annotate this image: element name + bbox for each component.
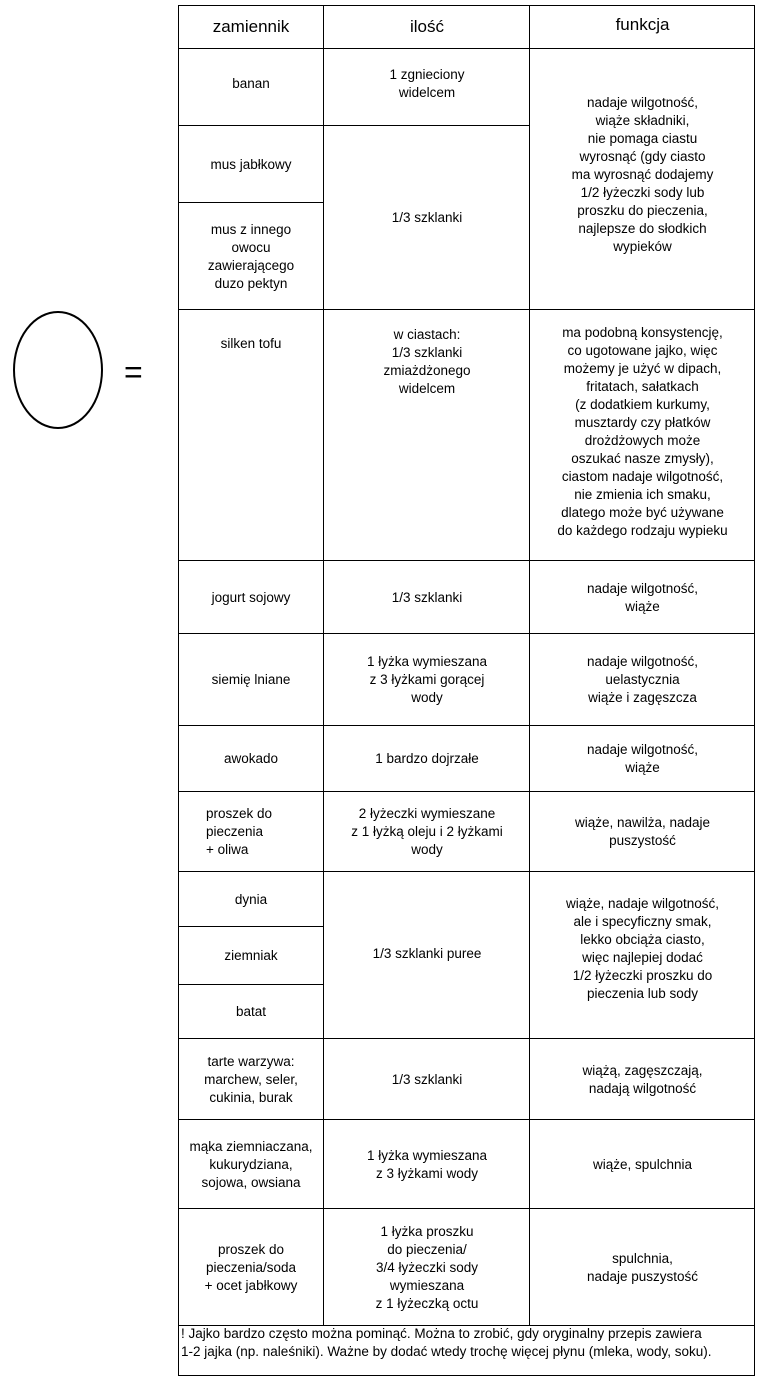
substitute-other-fruit: mus z innego owocu zawierającego duzo pektyn [207,221,295,291]
amount-baking-powder-oil: 2 łyżeczki wymieszane z 1 łyżką oleju i 2 łyżkami wody [351,806,503,857]
substitute-avocado: awokado [223,751,279,766]
function-fruit-group: nadaje wilgotność, wiąże składniki, nie pomaga ciastu wyrosnąć (gdy ciasto ma wyrosnąć dodajemy 1/2 łyżeczki sody lub proszku do pieczenia, najlepsze do słodkich wypieków [571,95,714,254]
substitute-pumpkin: dynia [234,891,268,907]
substitute-baking-powder-oil: proszek do pieczenia + oliwa [206,806,273,857]
amount-starch: 1 łyżka wymieszana z 3 łyżkami wody [366,1147,488,1181]
function-baking-powder-oil: wiąże, nawilża, nadaje puszystość [574,815,711,848]
amount-fruit-group: 1/3 szklanki [391,210,463,225]
substitute-potato: ziemniak [224,948,278,963]
function-flaxseed: nadaje wilgotność, uelastycznia wiąże i zagęszcza [586,654,699,705]
function-avocado: nadaje wilgotność, wiąże [586,742,699,775]
substitute-silken-tofu: silken tofu [220,336,282,351]
function-veg-group: wiąże, nadaje wilgotność, ale i specyficzny smak, lekko obciąża ciasto, więc najlepiej dodać 1/2 łyżeczki proszku do pieczenia lub sody [565,895,720,1001]
amount-avocado: 1 bardzo dojrzałe [375,751,479,766]
function-baking-soda-vinegar: spulchnia, nadaje puszystość [586,1250,699,1284]
substitute-applesauce: mus jabłkowy [210,156,292,172]
equals-sign: = [124,354,143,390]
egg-icon [12,308,104,432]
substitute-baking-soda-vinegar: proszek do pieczenia/soda + ocet jabłkowy [204,1241,298,1293]
amount-grated-veg: 1/3 szklanki [391,1071,463,1087]
function-starch: wiąże, spulchnia [592,1156,693,1172]
amount-baking-soda-vinegar: 1 łyżka proszku do pieczenia/ 3/4 łyżeczki sody wymieszana z 1 łyżeczką octu [375,1223,479,1311]
substitute-sweet-potato: batat [235,1004,267,1019]
substitute-soy-yogurt: jogurt sojowy [211,589,291,605]
function-grated-veg: wiążą, zagęszczają, nadają wilgotność [582,1062,703,1096]
footer-note: ! Jajko bardzo często można pominąć. Można to zrobić, gdy oryginalny przepis zawiera 1-2 jajka (np. naleśniki). Ważne by dodać wtedy trochę więcej płynu (mleka, wody, soku). [181,1326,712,1359]
function-silken-tofu: ma podobną konsystencję, co ugotowane jajko, więc możemy je użyć w dipach, fritatach, sałatkach (z dodatkiem kurkumy, musztardy czy płatków drożdżowych może oszukać nasze zmysły), ciastom nadaje wilgotność, nie zmienia ich smaku, dlatego może być używane do każdego rodzaju wypieku [557,325,728,538]
amount-veg-group: 1/3 szklanki puree [372,945,482,961]
amount-silken-tofu: w ciastach: 1/3 szklanki zmiażdżonego widelcem [383,327,471,396]
header-function: funkcja [615,15,670,34]
substitute-starch: mąka ziemniaczana, kukurydziana, sojowa, owsiana [189,1138,313,1190]
function-soy-yogurt: nadaje wilgotność, wiąże [586,580,699,614]
amount-banana: 1 zgnieciony widelcem [389,66,465,100]
substitute-grated-veg: tarte warzywa: marchew, seler, cukinia, burak [204,1053,298,1105]
substitute-flaxseed: siemię lniane [211,672,291,687]
egg-substitutes-table [178,5,755,1376]
header-substitute: zamiennik [212,17,290,36]
amount-soy-yogurt: 1/3 szklanki [391,589,463,605]
amount-flaxseed: 1 łyżka wymieszana z 3 łyżkami gorącej wody [366,654,488,705]
substitute-banana: banan [232,75,270,91]
header-amount: ilość [409,17,444,36]
